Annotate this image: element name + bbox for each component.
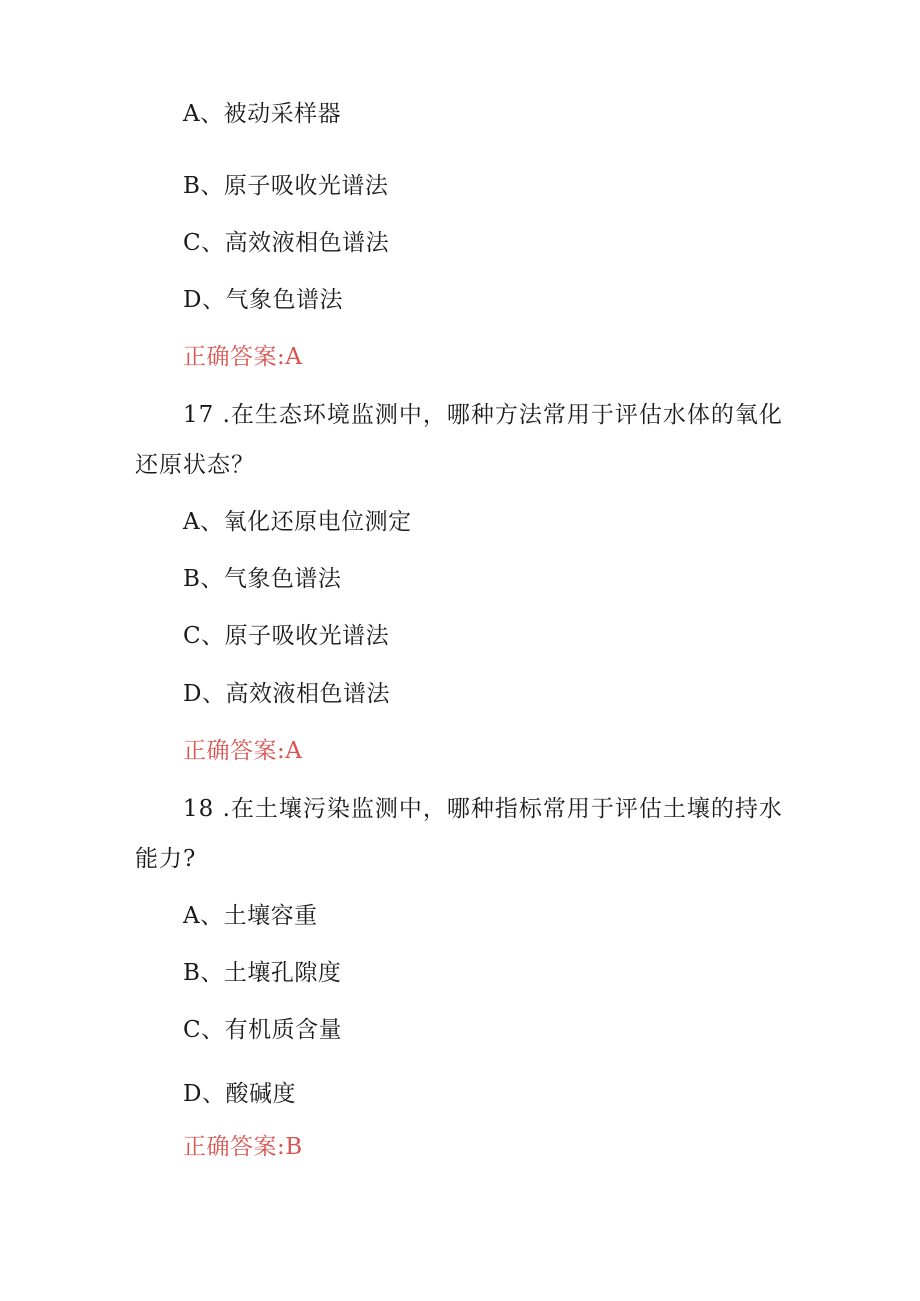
answer-text: 正确答案:B xyxy=(183,1134,303,1160)
answer-text: 正确答案:A xyxy=(183,738,303,764)
option-b: B、气象色谱法 xyxy=(183,566,342,592)
answer-text: 正确答案:A xyxy=(183,344,303,370)
option-c: C、高效液相色谱法 xyxy=(183,230,390,256)
option-a: A、土壤容重 xyxy=(183,903,318,929)
option-d: D、高效液相色谱法 xyxy=(183,681,390,707)
question-stem: 17 .在生态环境监测中，哪种方法常用于评估水体的氧化 xyxy=(183,402,783,428)
question-stem: 18 .在土壤污染监测中，哪种指标常用于评估土壤的持水 xyxy=(183,796,783,822)
option-d: D、酸碱度 xyxy=(183,1081,296,1107)
option-b: B、原子吸收光谱法 xyxy=(183,173,389,199)
option-c: C、原子吸收光谱法 xyxy=(183,623,390,649)
question-stem-continued: 能力? xyxy=(135,846,197,872)
option-d: D、气象色谱法 xyxy=(183,287,343,313)
option-c: C、有机质含量 xyxy=(183,1017,343,1043)
option-b: B、土壤孔隙度 xyxy=(183,960,342,986)
question-stem-continued: 还原状态？ xyxy=(135,452,255,478)
option-a: A、氧化还原电位测定 xyxy=(183,509,412,535)
option-a: A、被动采样器 xyxy=(183,101,342,127)
